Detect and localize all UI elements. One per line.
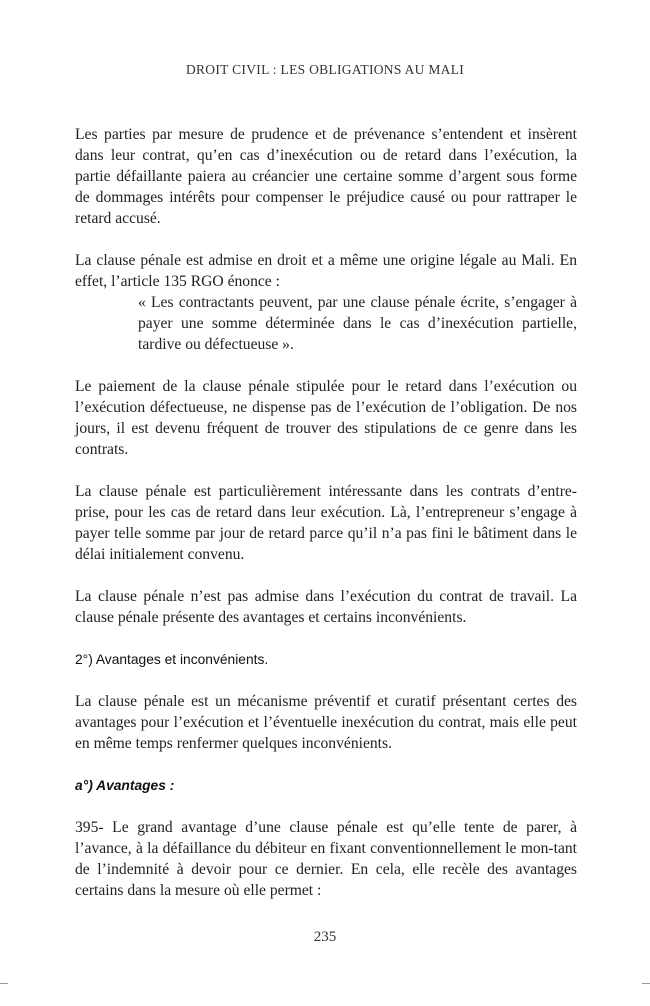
paragraph-7: 395- Le grand avantage d’une clause pénale est qu’elle tente de parer, à l’avance, à la défaillance du débiteur en fixant conventionnellement le mon-tant de l’indemnité à devoir pour ce dernier. En cela, elle recèle des avantages certains dans la mesure où elle permet : [75, 819, 577, 899]
paragraph-2: La clause pénale est admise en droit et a même une origine légale au Mali. En effet, l’article 135 RGO énonce : [75, 252, 577, 290]
paragraph-3: Le paiement de la clause pénale stipulée pour le retard dans l’exécution ou l’exécution défectueuse, ne dispense pas de l’exécution de l’obligation. De nos jours, il est devenu fréquent de trouver des stipulations de ce genre dans les contrats. [75, 378, 577, 458]
crop-mark-right [642, 983, 650, 984]
paragraph-5: La clause pénale n’est pas admise dans l’exécution du contrat de travail. La clause pénale présente des avantages et certains inconvénients. [75, 588, 577, 626]
section-heading: 2°) Avantages et inconvénients. [75, 652, 269, 667]
crop-mark-left [0, 983, 8, 984]
running-header: DROIT CIVIL : LES OBLIGATIONS AU MALI [185, 62, 465, 77]
page-number: 235 [313, 929, 337, 945]
subsection-heading: a°) Avantages : [75, 778, 175, 793]
page-body [75, 124, 577, 922]
paragraph-1: Les parties par mesure de prudence et de prévenance s’entendent et insèrent dans leur contrat, qu’en cas d’inexécution ou de retard dans l’exécution, la partie défaillante paiera au créancier une certaine somme d’argent sous forme de dommages intérêts pour compenser le préjudice causé ou pour rattraper le retard accusé. [75, 126, 577, 227]
paragraph-4: La clause pénale est particulièrement intéressante dans les contrats d’entre-prise, pour les cas de retard dans leur exécution. Là, l’entrepreneur s’engage à payer telle somme par jour de retard parce qu’il n’a pas fini le bâtiment dans le délai initialement convenu. [75, 483, 577, 563]
article-quote: « Les contractants peuvent, par une clause pénale écrite, s’engager à payer une somme déterminée dans le cas d’inexécution partielle, tardive ou défectueuse ». [138, 294, 577, 353]
paragraph-6: La clause pénale est un mécanisme préventif et curatif présentant certes des avantages pour l’exécution et l’éventuelle inexécution du contrat, mais elle peut en même temps renfermer quelques inconvénients. [75, 693, 577, 752]
